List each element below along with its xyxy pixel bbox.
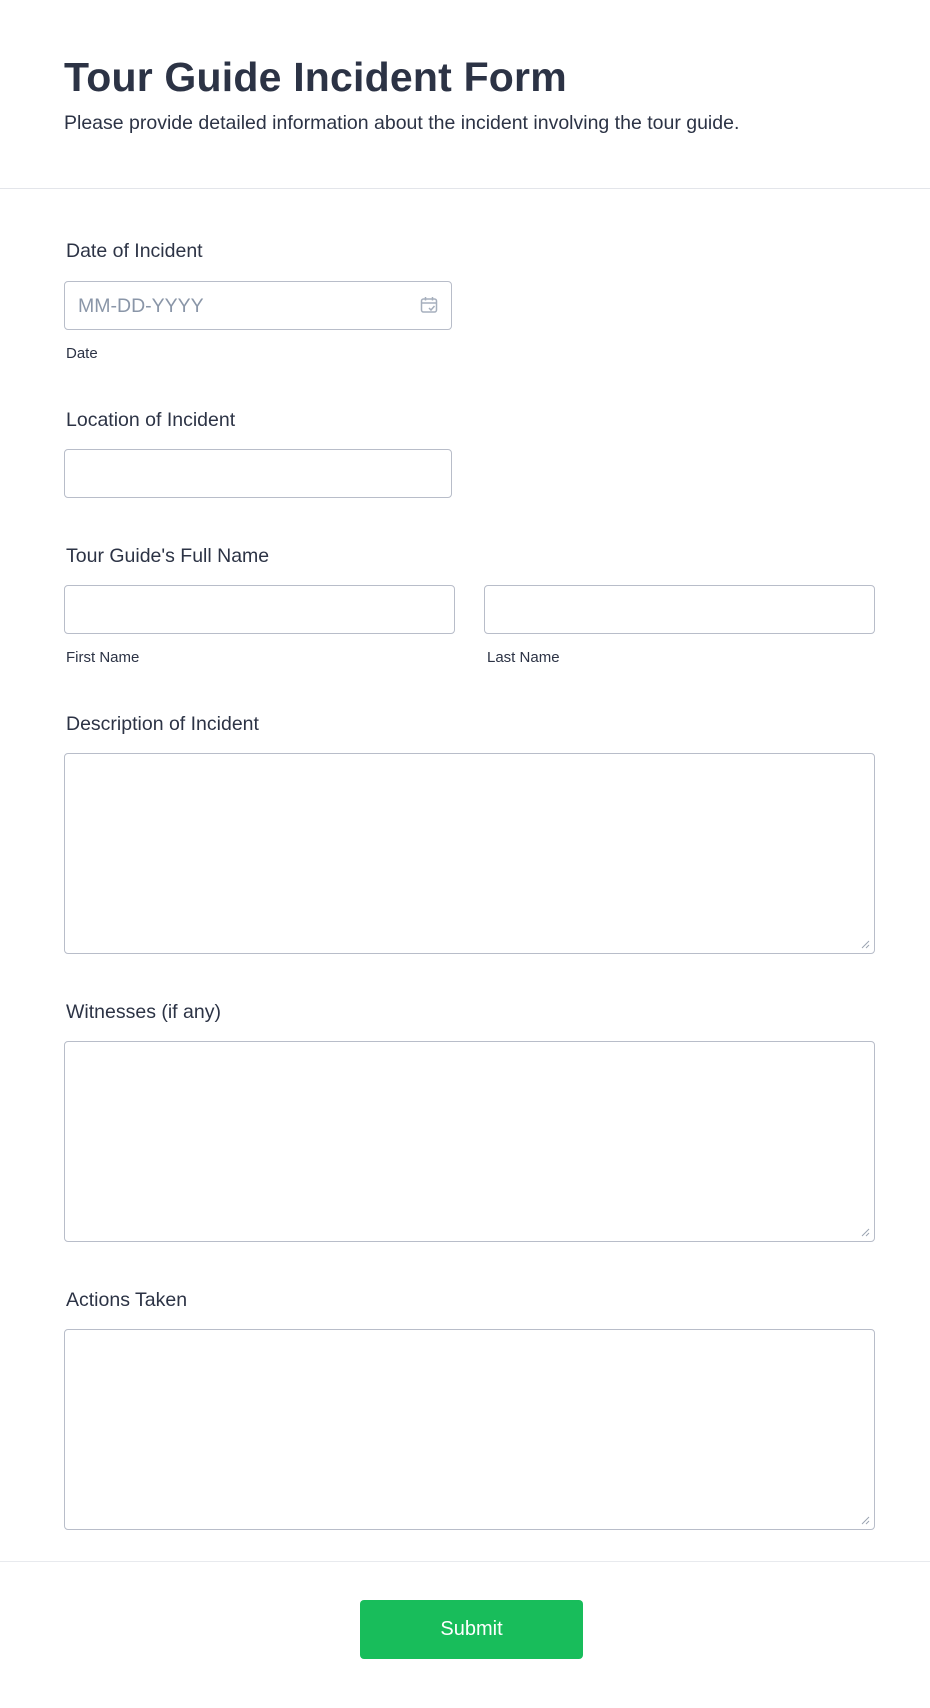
guide-name-label: Tour Guide's Full Name [66,545,270,567]
date-input[interactable] [64,281,452,330]
form-header [0,0,930,189]
date-placeholder: MM-DD-YYYY [78,295,204,317]
actions-textarea[interactable] [64,1329,875,1530]
form-title: Tour Guide Incident Form [64,54,567,100]
witnesses-label: Witnesses (if any) [66,1001,221,1023]
resize-handle-icon[interactable] [860,939,870,949]
footer-divider [0,1561,930,1562]
first-name-sublabel: First Name [66,649,140,666]
resize-handle-icon[interactable] [860,1515,870,1525]
location-label: Location of Incident [66,409,236,431]
date-label: Date of Incident [66,240,203,262]
description-label: Description of Incident [66,713,259,735]
description-textarea[interactable] [64,753,875,954]
actions-label: Actions Taken [66,1289,188,1311]
resize-handle-icon[interactable] [860,1227,870,1237]
witnesses-textarea[interactable] [64,1041,875,1242]
submit-button[interactable]: Submit [360,1600,583,1659]
last-name-input[interactable] [484,585,875,634]
first-name-input[interactable] [64,585,455,634]
date-sublabel: Date [66,345,98,362]
location-input[interactable] [64,449,452,498]
form-subtitle: Please provide detailed information about the incident involving the tour guide. [64,112,740,134]
last-name-sublabel: Last Name [487,649,560,666]
calendar-icon[interactable] [419,295,439,315]
